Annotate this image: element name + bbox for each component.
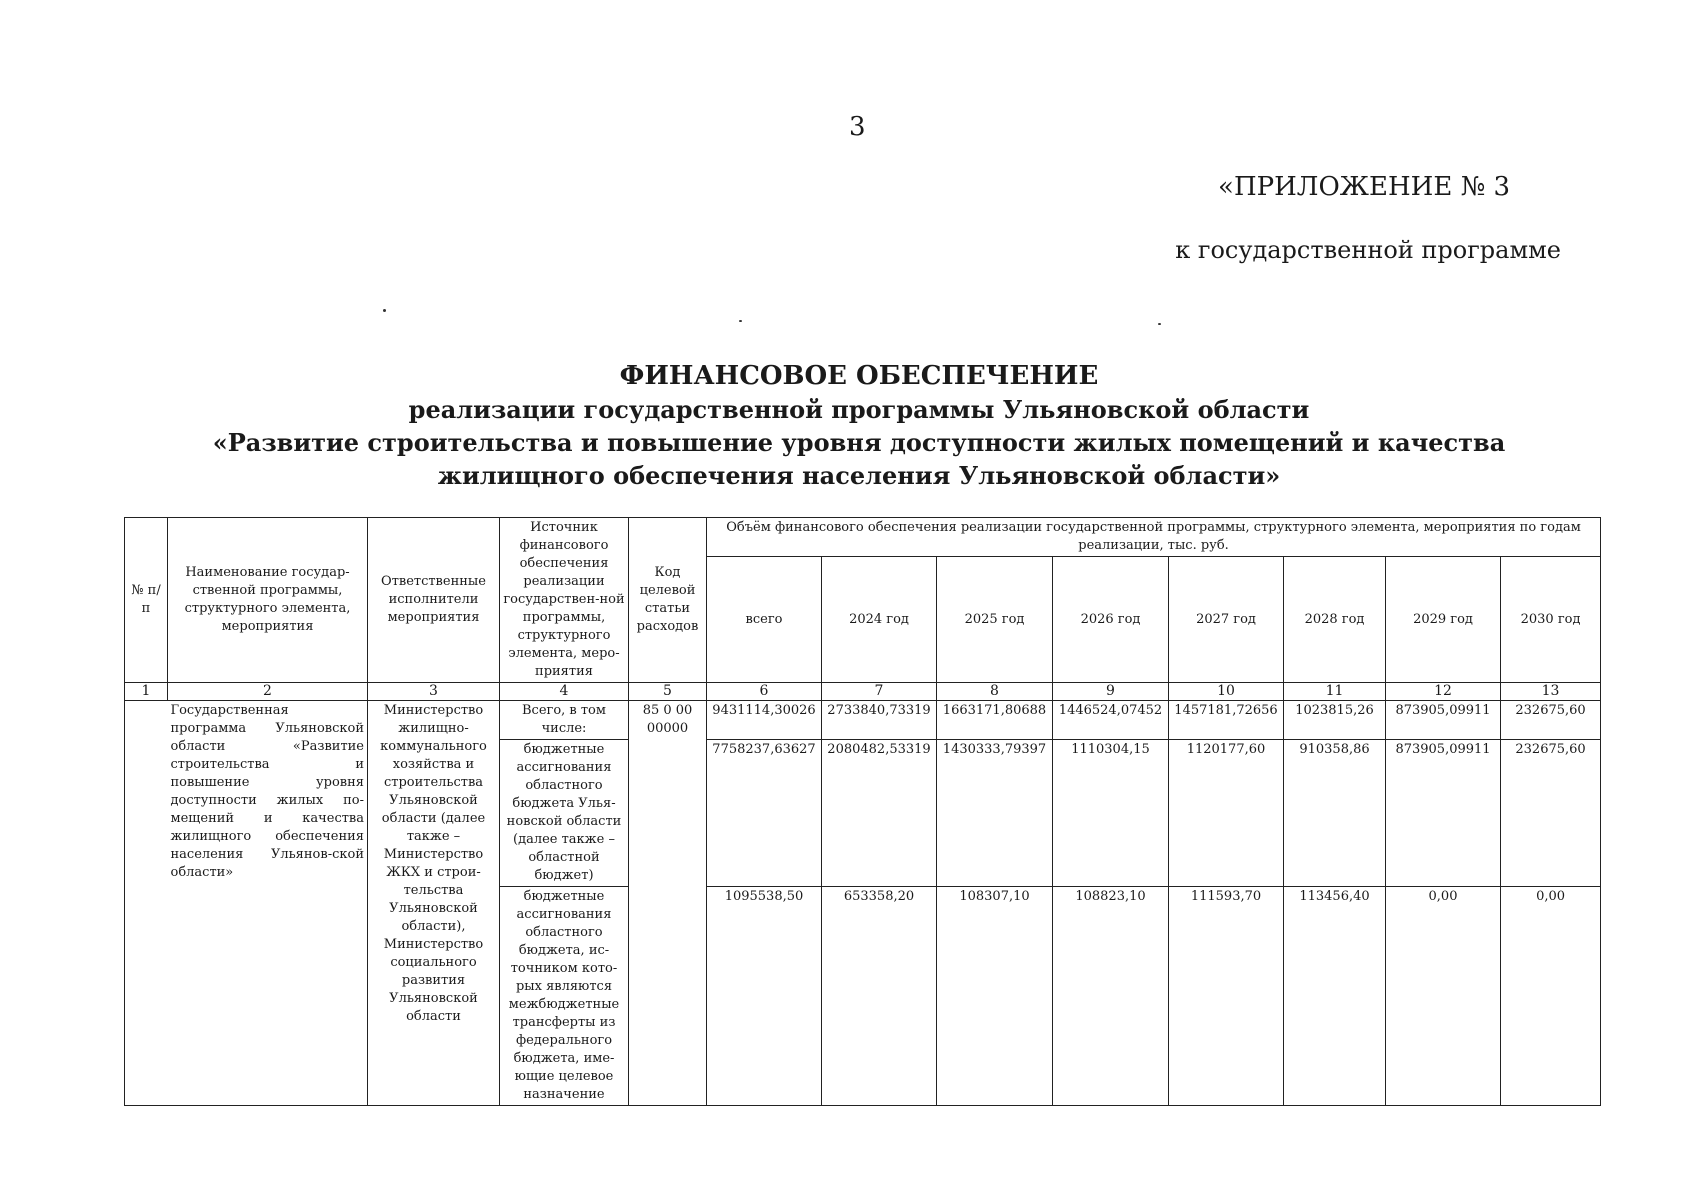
- executors-cell: Министерство жилищно-коммунального хозяйства и строительства Ульяновской области (далее также – Министерство ЖКХ и строи-тельства Ульяновской области), Министерство социального развития Ульяновской области: [368, 701, 500, 1106]
- value-2025: 1663171,80688: [937, 701, 1053, 740]
- table-row: [125, 701, 1601, 740]
- value-2024: 2080482,53319: [822, 740, 937, 887]
- value-2024: 653358,20: [822, 887, 937, 1106]
- value-2025: 108307,10: [937, 887, 1053, 1106]
- value-2024: 2733840,73319: [822, 701, 937, 740]
- financing-table: [124, 517, 1601, 1106]
- scan-speck: [739, 320, 742, 322]
- column-number: 5: [629, 683, 707, 701]
- column-number: 7: [822, 683, 937, 701]
- value-total: 7758237,63627: [707, 740, 822, 887]
- header-year-2024: 2024 год: [822, 557, 937, 683]
- header-year-2028: 2028 год: [1284, 557, 1386, 683]
- header-year-2029: 2029 год: [1386, 557, 1501, 683]
- scan-speck: [1158, 323, 1161, 325]
- header-row: [125, 518, 1601, 557]
- column-number: 1: [125, 683, 168, 701]
- title-line-3: «Развитие строительства и повышение уровня доступности жилых помещений и качества: [212, 428, 1506, 457]
- value-2026: 1446524,07452: [1053, 701, 1169, 740]
- column-number: 4: [500, 683, 629, 701]
- scan-speck: [383, 309, 386, 312]
- header-source: Источник финансового обеспечения реализации государствен-ной программы, структурного элемента, меро-приятия: [500, 518, 629, 683]
- title-line-1: ФИНАНСОВОЕ ОБЕСПЕЧЕНИЕ: [619, 361, 1099, 391]
- value-2029: 873905,09911: [1386, 701, 1501, 740]
- page-number: 3: [849, 112, 866, 142]
- value-total: 1095538,50: [707, 887, 822, 1106]
- header-year-2026: 2026 год: [1053, 557, 1169, 683]
- document-title: [124, 360, 1594, 492]
- value-2026: 108823,10: [1053, 887, 1169, 1106]
- appendix-subtitle: к государственной программе: [1175, 236, 1561, 264]
- title-line-4: жилищного обеспечения населения Ульяновской области»: [437, 461, 1281, 490]
- title-line-2: реализации государственной программы Ульяновской области: [408, 395, 1310, 424]
- column-number: 3: [368, 683, 500, 701]
- value-2029: 0,00: [1386, 887, 1501, 1106]
- header-num: № п/п: [125, 518, 168, 683]
- header-year-2027: 2027 год: [1169, 557, 1284, 683]
- header-name: Наименование государ-ственной программы, структурного элемента, мероприятия: [168, 518, 368, 683]
- column-number: 11: [1284, 683, 1386, 701]
- value-2025: 1430333,79397: [937, 740, 1053, 887]
- value-2028: 113456,40: [1284, 887, 1386, 1106]
- header-year-2025: 2025 год: [937, 557, 1053, 683]
- value-2027: 1457181,72656: [1169, 701, 1284, 740]
- value-2028: 910358,86: [1284, 740, 1386, 887]
- column-number: 8: [937, 683, 1053, 701]
- column-number: 10: [1169, 683, 1284, 701]
- column-number: 6: [707, 683, 822, 701]
- appendix-title: «ПРИЛОЖЕНИЕ № 3: [1218, 172, 1510, 202]
- column-number: 13: [1501, 683, 1601, 701]
- value-2030: 0,00: [1501, 887, 1601, 1106]
- value-2027: 1120177,60: [1169, 740, 1284, 887]
- header-volume: Объём финансового обеспечения реализации государственной программы, структурного элемента, мероприятия по годам реализации, тыс. руб.: [707, 518, 1601, 557]
- header-executors: Ответственные исполнители мероприятия: [368, 518, 500, 683]
- column-number-row: [125, 683, 1601, 701]
- value-2030: 232675,60: [1501, 740, 1601, 887]
- column-number: 2: [168, 683, 368, 701]
- source-cell: бюджетные ассигнования областного бюджета, ис-точником кото-рых являются межбюджетные трансферты из федерального бюджета, име-ющие целевое назначение: [500, 887, 629, 1106]
- value-2027: 111593,70: [1169, 887, 1284, 1106]
- value-2028: 1023815,26: [1284, 701, 1386, 740]
- value-total: 9431114,30026: [707, 701, 822, 740]
- source-cell: бюджетные ассигнования областного бюджета Улья-новской области (далее также – областной бюджет): [500, 740, 629, 887]
- header-year-2030: 2030 год: [1501, 557, 1601, 683]
- value-2029: 873905,09911: [1386, 740, 1501, 887]
- program-name-cell: Государственная программа Ульяновской области «Развитие строительства и повышение уровня доступности жилых по-мещений и качества жилищного обеспечения населения Ульянов-ской области»: [168, 701, 368, 1106]
- header-code: Код целевой статьи расходов: [629, 518, 707, 683]
- column-number: 9: [1053, 683, 1169, 701]
- code-cell: 85 0 00 00000: [629, 701, 707, 1106]
- value-2030: 232675,60: [1501, 701, 1601, 740]
- header-year-total: всего: [707, 557, 822, 683]
- column-number: 12: [1386, 683, 1501, 701]
- source-cell: Всего, в том числе:: [500, 701, 629, 740]
- value-2026: 1110304,15: [1053, 740, 1169, 887]
